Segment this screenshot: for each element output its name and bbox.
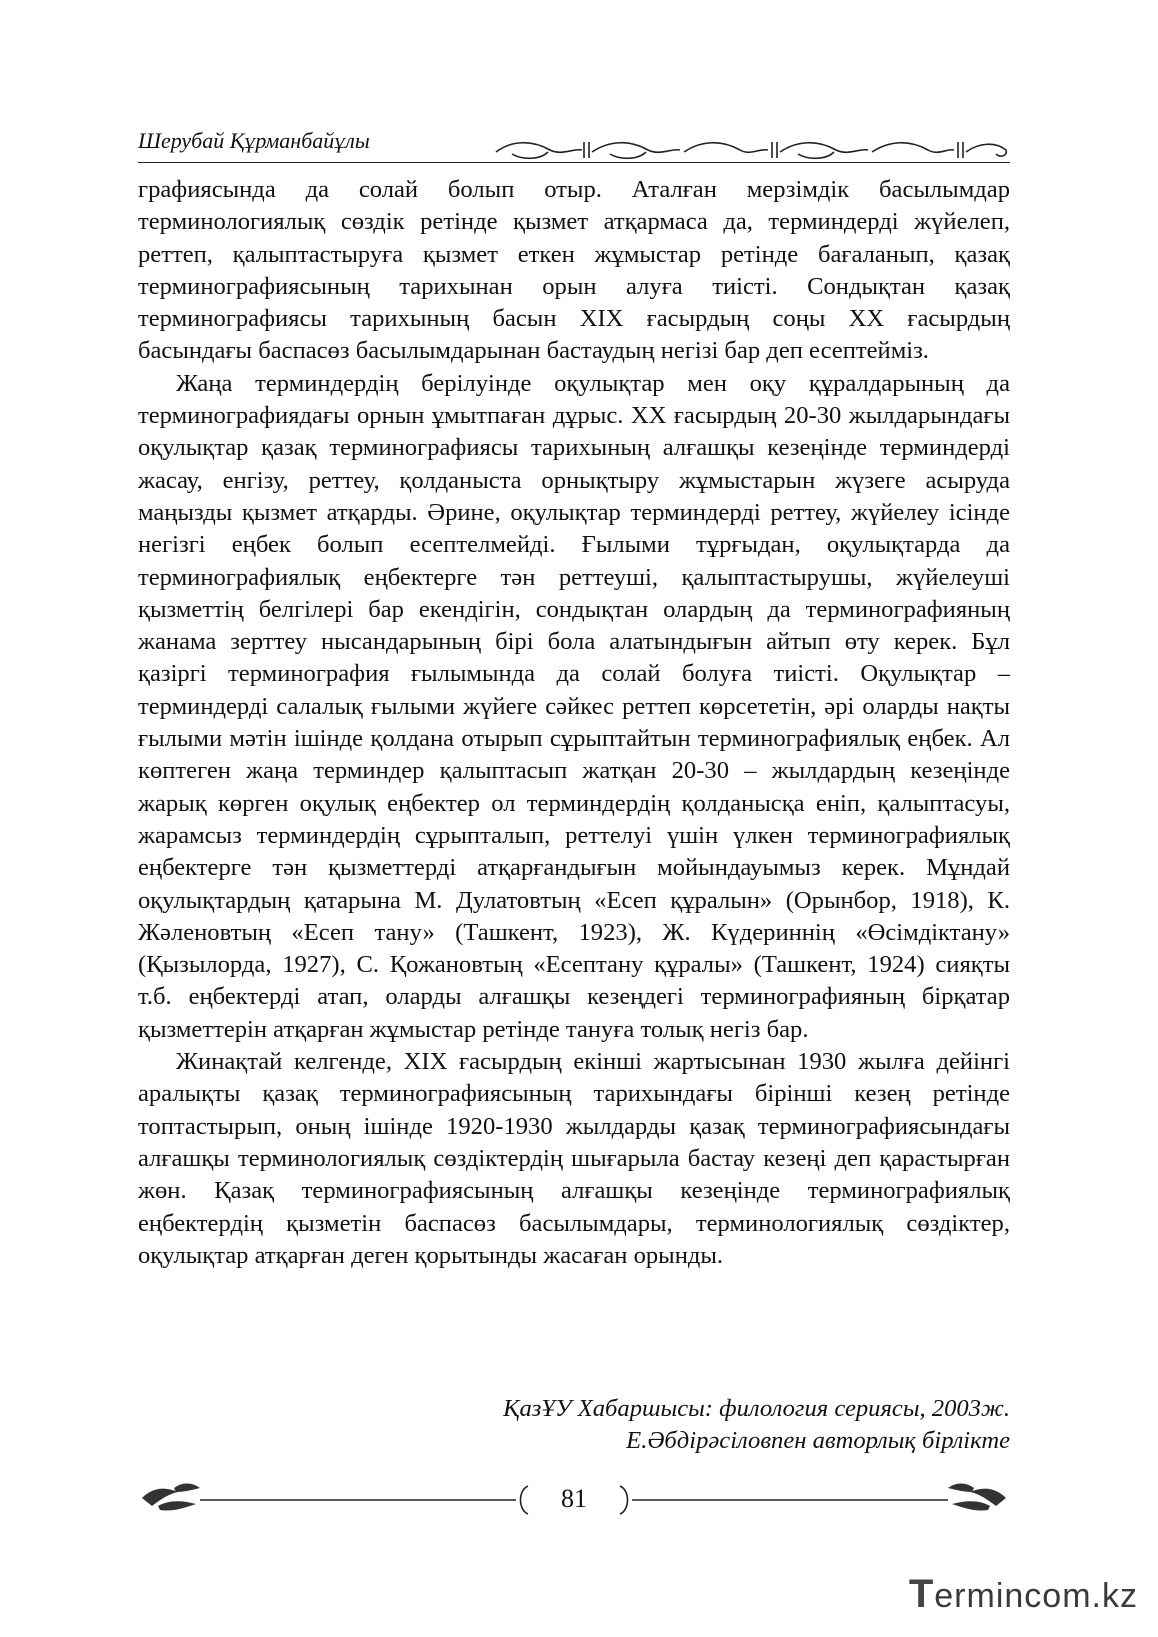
source-note bbox=[138, 1393, 1010, 1457]
watermark-text-part-1: erminc bbox=[934, 1577, 1043, 1615]
source-line-2: Е.Әбдірәсіловпен авторлық бірлікте bbox=[626, 1427, 1010, 1454]
watermark-o: o bbox=[1042, 1577, 1063, 1615]
header-rule bbox=[138, 162, 1010, 163]
watermark-text-part-2: m.kz bbox=[1062, 1577, 1138, 1615]
paragraph-continued: графиясында да солай болып отыр. Аталған мерзімдік басылымдар терминологиялық сөздік ретінде қызмет атқармаса да, терминдерді жүйелеп, реттеп, қалыптастыруға қызмет еткен жұмыстар ретінде бағаланып, қазақ терминографиясының тарихынан орын алуға тиісті. Сондықтан қазақ терминографиясы тарихының басын XIX ғасырдың соңы XX ғасырдың басындағы баспасөз басылымдарынан бастаудың негізі бар деп есептейміз. bbox=[138, 176, 1010, 365]
main-text bbox=[138, 174, 1010, 1272]
paragraph-conclusion: Жинақтай келгенде, XIX ғасырдың екінші жартысынан 1930 жылға дейінгі аралықты қазақ терминографиясының тарихындағы бірінші кезең ретінде топтастырып, оның ішінде 1920-1930 жылдарды қазақ терминографиясындағы алғашқы терминологиялық сөздіктердің шығарыла бастау кезеңі деп қарастырған жөн. Қазақ терминографиясының алғашқы кезеңінде терминографиялық еңбектердің қызметін баспасөз басылымдары, терминологиялық сөздіктер, оқулықтар атқарған деген қорытынды жасаған орынды. bbox=[138, 1048, 1010, 1269]
running-header bbox=[138, 128, 1010, 168]
source-line-1: ҚазҰУ Хабаршысы: филология сериясы, 2003ж. bbox=[503, 1395, 1010, 1422]
header-author: Шерубай Құрманбайұлы bbox=[138, 128, 370, 153]
header-ornament-icon bbox=[492, 138, 1010, 162]
paragraph-textbooks: Жаңа терминдердің берілуінде оқулықтар мен оқу құралдарының да терминографиядағы орнын ұмытпаған дұрыс. XX ғасырдың 20-30 жылдарындағы оқулықтар қазақ терминографиясы тарихының алғашқы кезеңінде терминдерді жасау, енгізу, реттеу, қолданыста орнықтыру жұмыстарын жүзеге асыруда маңызды қызмет атқарды. Әрине, оқулықтар терминдерді реттеу, жүйелеу ісінде негізгі еңбек болып есептелмейді. Ғылыми тұрғыдан, оқулықтарда да терминографиялық еңбектерге тән реттеуші, қалыптастырушы, жүйелеуші қызметтің белгілері бар екендігін, сондықтан олардың да терминографияның жанама зерттеу нысандарының бірі бола алатындығын айтып өту керек. Бұл қазіргі терминография ғылымында да солай болуға тиісті. Оқулықтар – терминдерді салалық ғылыми жүйеге сәйкес реттеп көрсететін, әрі оларды нақты ғылыми мәтін ішінде қолдана отырып сұрыптайтын терминографиялық еңбек. Ал көптеген жаңа терминдер қалыптасып жатқан 20-30 – жылдардың кезеңінде жарық көрген оқулық еңбектер ол терминдердің қолданысқа еніп, қалыптасуы, жарамсыз терминдердің сұрыпталып, реттелуі үшін үлкен терминографиялық еңбектерге тән қызметтерді атқарғандығын мойындауымыз керек. Мұндай оқулықтардың қатарына М. Дулатовтың «Есеп құралын» (Орынбор, 1918), К. Жәленовтың «Есеп тану» (Ташкент, 1923), Ж. Күдериннің «Өсімдіктану» (Қызылорда, 1927), С. Қожановтың «Есептану құралы» (Ташкент, 1924) сияқты т.б. еңбектерді атап, оларды алғашқы кезеңдегі терминографияның бірқатар қызметтерін атқарған жұмыстар ретінде тануға толық негіз бар. bbox=[138, 369, 1010, 1043]
watermark-letter-t: T bbox=[908, 1572, 935, 1616]
page-footer bbox=[138, 1470, 1010, 1530]
site-watermark bbox=[909, 1572, 1138, 1617]
page-number: 81 bbox=[561, 1484, 587, 1513]
